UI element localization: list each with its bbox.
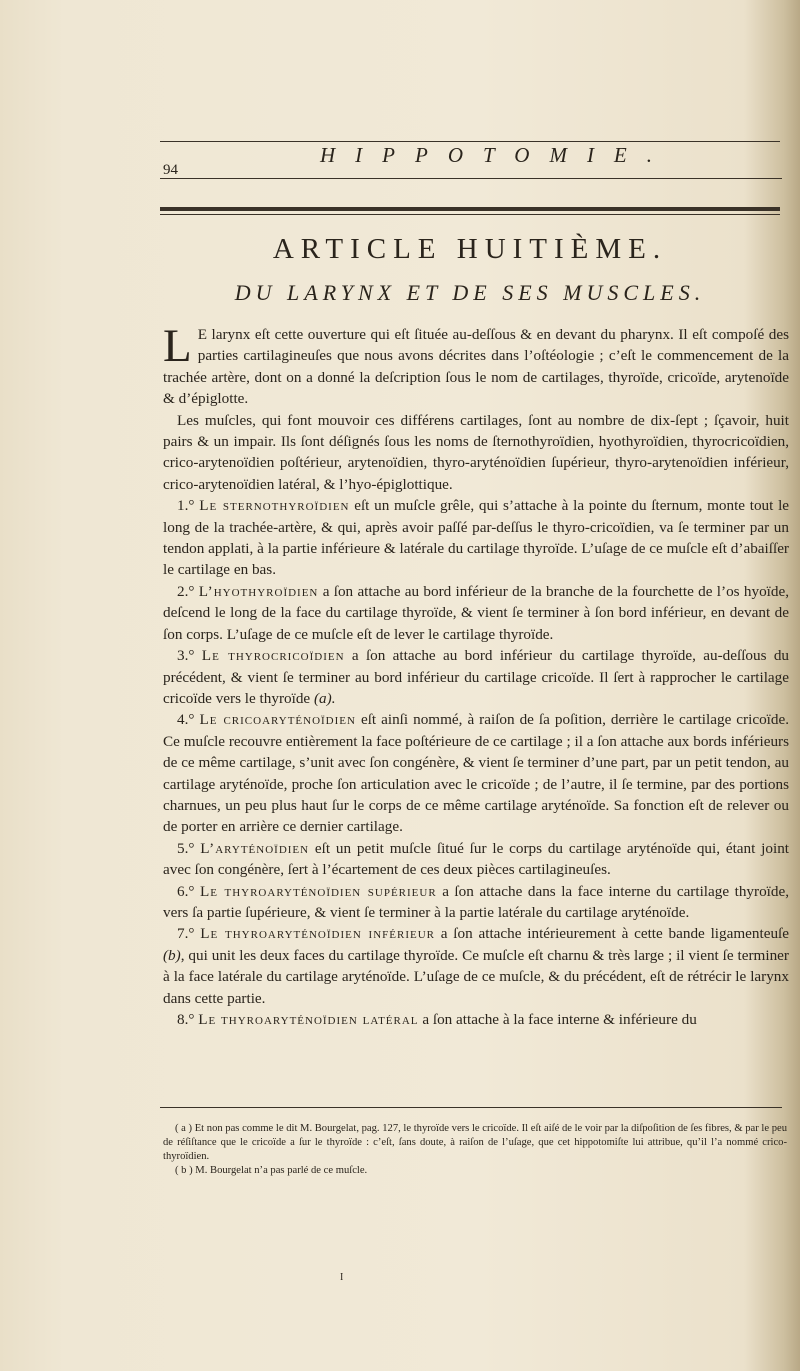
muscle-name: Le sternothyroïdien xyxy=(199,497,350,515)
ornamental-rule-thin xyxy=(160,214,780,215)
paragraph-thyroarytenoidien-inferieur xyxy=(163,923,789,1009)
paragraph-text: eſt un muſcle grêle, qui s’attache à la pointe du ſternum, monte tout le long de la trachée-artère, & qui, après avoir paſſé par-deſſus le thyro-cricoïdien, va ſe terminer par un tendon applati, à la partie inférieure & latérale du cartilage thyroïde. L’uſage de ce muſcle eſt d’abaiſſer le cartilage en bas. xyxy=(163,497,790,579)
article-heading: ARTICLE HUITIÈME. xyxy=(272,233,668,265)
muscle-name: Le thyrocricoïdien xyxy=(201,647,345,665)
drop-cap: L xyxy=(163,320,192,372)
paragraph-text: eſt ainſi nommé, à raiſon de ſa poſition, derrière le cartilage cricoïde. Ce muſcle recouvre entièrement la face poſtérieure de ce cartilage ; il a ſon attache aux bords inférieurs de ce même cartilage, s’unit avec ſon congénère, & vient ſe terminer d’une part, par un petit tendon, au cartilage aryténoïde, proche ſon articulation avec le cricoïde ; de l’autre, il ſe termine, par des portions charnues, un peu plus haut ſur le corps de ce même cartilage aryténoïde. Sa fonction eſt de relever ou de porter en arrière ce dernier cartilage. xyxy=(163,711,790,836)
muscle-name: L’aryténoïdien xyxy=(200,839,310,857)
item-number: 1.° xyxy=(177,497,195,515)
paragraph-text: , qui unit les deux faces du cartilage thyroïde. Ce muſcle eſt charnu & très large ; il vient ſe terminer à la face latérale du cartilage aryténoïde. L’uſage de ce muſcle, & du précédent, eſt de rétrécir le larynx dans cette partie. xyxy=(163,946,789,1007)
paragraph-text: Les muſcles, qui font mouvoir ces différens cartilages, ſont au nombre de dix-ſept ; ſçavoir, huit pairs & un impair. Ils ſont déſignés ſous les noms de ſternothyroïdien, hyothyroïdien, thyrocricoïdien, crico-arytenoïdien poſtérieur, arytenoïdien, thyro-aryténoïdien ſupérieur, thyro-arytenoïdien inférieur, crico-arytenoïdien latéral, & l’hyo-épiglottique. xyxy=(163,411,789,493)
footnote-ref-b: (b) xyxy=(163,946,181,964)
paragraph-thyrocricoidien xyxy=(163,645,789,709)
paragraph-text: E larynx eſt cette ouverture qui eſt ſituée au-deſſous & en devant du pharynx. Il eſt compoſé des parties cartilagineuſes que nous avons décrites dans l’oſtéologie ; c’eſt le commencement de la trachée artère, dont on a donné la deſcription ſous le nom de cartilages, thyroïde, cricoïde, arytenoïde & d’épiglotte. xyxy=(163,326,789,408)
ornamental-rule-thick xyxy=(160,207,780,211)
footnote-rule xyxy=(160,1107,782,1108)
paragraph-thyroarytenoidien-lateral xyxy=(163,1009,789,1030)
paragraph-text: a ſon attache intérieurement à cette bande ligamenteuſe xyxy=(440,925,790,943)
paragraph-intro xyxy=(163,320,789,410)
header-bottom-rule xyxy=(160,178,782,179)
item-number: 4.° xyxy=(177,711,195,729)
paragraph-sternothyroidien xyxy=(163,495,789,581)
running-title: HIPPOTOMIE. xyxy=(320,143,673,167)
muscle-name: L’hyothyroïdien xyxy=(198,582,319,600)
muscle-name: Le thyroaryténoïdien supérieur xyxy=(199,882,437,900)
item-number: 5.° xyxy=(177,839,195,857)
paragraph-muscles xyxy=(163,410,789,496)
page-number: 94 xyxy=(163,162,178,178)
muscle-name: Le cricoaryténoïdien xyxy=(199,711,356,729)
item-number: 7.° xyxy=(177,925,195,943)
paragraph-cricoarytenoidien xyxy=(163,709,789,837)
item-number: 2.° xyxy=(177,582,195,600)
signature-mark: I xyxy=(340,1272,344,1283)
footnote-ref-a: (a). xyxy=(313,689,336,707)
footnotes xyxy=(163,1122,787,1178)
paragraph-text: a ſon attache à la face interne & inférieure du xyxy=(422,1011,697,1028)
item-number: 8.° xyxy=(177,1011,195,1028)
item-number: 3.° xyxy=(177,647,195,665)
paragraph-text: a ſon attache au bord inférieur du cartilage thyroïde, au-deſſous du précédent, & vient ſe terminer au bord inférieur du cartilage cricoïde. Il ſert à rapprocher le cartilage cricoïde vers le thyroïde xyxy=(163,647,790,707)
paragraph-hyothyroidien xyxy=(163,581,789,645)
paragraph-thyroarytenoidien-superieur xyxy=(163,881,789,924)
paragraph-text: eſt un petit muſcle ſitué ſur le corps du cartilage aryténoïde qui, étant joint avec ſon congénère, ſert à l’écartement de ces deux pièces cartilagineuſes. xyxy=(163,839,790,879)
muscle-name: Le thyroaryténoïdien inférieur xyxy=(200,925,436,943)
muscle-name: Le thyroaryténoïdien latéral xyxy=(198,1011,419,1028)
item-number: 6.° xyxy=(177,882,195,900)
main-text xyxy=(163,320,790,1030)
paragraph-arytenoidien xyxy=(163,838,789,881)
article-subtitle: DU LARYNX ET DE SES MUSCLES. xyxy=(234,280,706,305)
footnote-b: ( b ) M. Bourgelat n’a pas parlé de ce muſcle. xyxy=(175,1165,368,1176)
paragraph-text: a ſon attache au bord inférieur de la branche de la fourchette de l’os hyoïde, deſcend le long de la face du cartilage thyroïde, & vient ſe terminer à ſon bord inférieur, en devant de ſon corps. L’uſage de ce muſcle eſt de lever le cartilage thyroïde. xyxy=(163,582,790,643)
paragraph-text: a ſon attache dans la face interne du cartilage thyroïde, vers ſa partie ſupérieure, & vient ſe terminer à la partie latérale du cartilage aryténoïde. xyxy=(163,882,790,921)
header-top-rule xyxy=(160,141,780,142)
footnote-a: ( a ) Et non pas comme le dit M. Bourgelat, pag. 127, le thyroïde vers le cricoïde. Il eſt aiſé de le voir par la diſpoſition de ſes fibres, & par le peu de réſiſtance que le cricoïde a ſur le thyroïde : c’eſt, ſans doute, à raiſon de l’uſage, que cet hippotomiſte lui attribue, qu’il l’a nommé crico-thyroïdien. xyxy=(163,1123,788,1162)
